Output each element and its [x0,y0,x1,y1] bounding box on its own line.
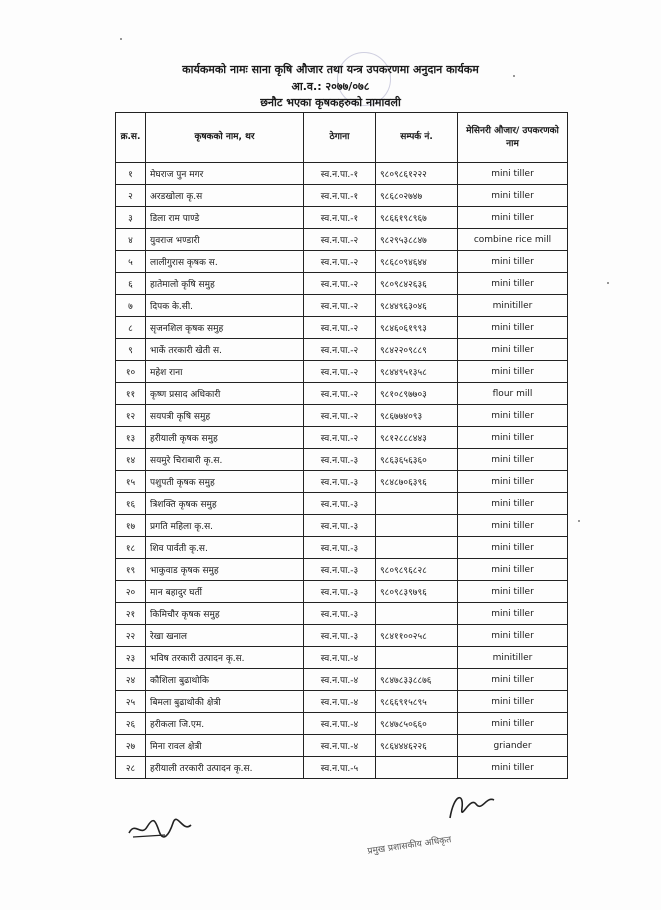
cell-serial: १३ [116,427,146,449]
cell-name: सृजनशिल कृषक समुह [146,317,304,339]
cell-equipment: mini tiller [458,471,568,493]
cell-name: सयमुरे चिराबारी कृ.स. [146,449,304,471]
signature-right [440,788,500,828]
cell-address: स्व.न.पा.-२ [304,317,376,339]
cell-name: भार्के तरकारी खेती स. [146,339,304,361]
cell-address: स्व.न.पा.-२ [304,295,376,317]
cell-name: मान बहादुर घर्ती [146,581,304,603]
cell-serial: ३ [116,207,146,229]
cell-equipment: flour mill [458,383,568,405]
cell-name: दिपक के.सी. [146,295,304,317]
officer-stamp-text: प्रमुख प्रशासकीय अधिकृत [366,835,452,857]
cell-name: मेघराज पुन मगर [146,163,304,185]
cell-equipment: mini tiller [458,581,568,603]
program-title: कार्यकमको नामः साना कृषि औजार तथा यन्त्र उपकरणमा अनुदान कार्यकम [182,63,479,76]
cell-serial: १२ [116,405,146,427]
table-row [116,251,568,273]
cell-equipment: mini tiller [458,207,568,229]
table-row [116,339,568,361]
table-row [116,427,568,449]
cell-serial: २४ [116,669,146,691]
cell-equipment: mini tiller [458,669,568,691]
cell-name: कृष्ण प्रसाद अधिकारी [146,383,304,405]
cell-name: मिना रावल क्षेत्री [146,735,304,757]
cell-address: स्व.न.पा.-३ [304,603,376,625]
cell-serial: २२ [116,625,146,647]
cell-phone: ९८४२२०९८८९ [376,339,458,361]
cell-phone: ९८६६९१५८९५ [376,691,458,713]
fiscal-year: आ.व.: २०७७/०७८ [291,80,370,93]
scan-speck [120,38,122,40]
cell-name: प्रगति महिला कृ.स. [146,515,304,537]
cell-phone [376,537,458,559]
cell-address: स्व.न.पा.-३ [304,515,376,537]
cell-name: त्रिशक्ति कृषक समुह [146,493,304,515]
cell-address: स्व.न.पा.-३ [304,537,376,559]
scan-speck [607,282,609,284]
cell-name: युवराज भण्डारी [146,229,304,251]
table-row [116,471,568,493]
cell-name: महेश राना [146,361,304,383]
cell-equipment: minitiller [458,295,568,317]
cell-name: रेखा खनाल [146,625,304,647]
cell-address: स्व.न.पा.-३ [304,471,376,493]
cell-equipment: mini tiller [458,757,568,779]
table-row [116,207,568,229]
signature-left [125,815,195,843]
cell-phone: ९८४६०६१९९३ [376,317,458,339]
cell-serial: २५ [116,691,146,713]
table-row [116,449,568,471]
cell-address: स्व.न.पा.-३ [304,625,376,647]
cell-name: हरीयाली तरकारी उत्पादन कृ.स. [146,757,304,779]
cell-equipment: mini tiller [458,405,568,427]
farmer-list-table [115,112,568,779]
cell-name: भाकुवाड कृषक समुह [146,559,304,581]
cell-address: स्व.न.पा.-५ [304,757,376,779]
cell-equipment: mini tiller [458,273,568,295]
table-row [116,229,568,251]
cell-address: स्व.न.पा.-४ [304,691,376,713]
cell-serial: ५ [116,251,146,273]
table-body [116,163,568,779]
cell-serial: १७ [116,515,146,537]
table-row [116,405,568,427]
cell-phone: ९८६७७४०९३ [376,405,458,427]
cell-phone: ९८०९८६१२२२ [376,163,458,185]
cell-serial: १८ [116,537,146,559]
cell-equipment: mini tiller [458,691,568,713]
cell-name: कौशिला बुढाथोकि [146,669,304,691]
cell-name: हातेमालो कृषि समुह [146,273,304,295]
cell-equipment: mini tiller [458,493,568,515]
cell-name: सयपत्री कृषि समुह [146,405,304,427]
table-row [116,559,568,581]
table-row [116,361,568,383]
cell-address: स्व.न.पा.-२ [304,383,376,405]
cell-phone: ९८४४९६३०४६ [376,295,458,317]
cell-address: स्व.न.पा.-४ [304,669,376,691]
cell-phone [376,603,458,625]
cell-serial: २७ [116,735,146,757]
cell-address: स्व.न.पा.-३ [304,449,376,471]
cell-name: डिला राम पाण्डे [146,207,304,229]
cell-address: स्व.न.पा.-२ [304,251,376,273]
table-row [116,603,568,625]
table-row [116,625,568,647]
table-row [116,493,568,515]
table-row [116,163,568,185]
cell-equipment: mini tiller [458,185,568,207]
cell-address: स्व.न.पा.-१ [304,185,376,207]
table-row [116,713,568,735]
cell-phone [376,493,458,515]
cell-name: शिव पार्वती कृ.स. [146,537,304,559]
table-row [116,295,568,317]
cell-name: बिमला बुढाथोकी क्षेत्री [146,691,304,713]
cell-serial: २८ [116,757,146,779]
cell-serial: १९ [116,559,146,581]
cell-phone [376,757,458,779]
table-row [116,383,568,405]
cell-phone: ९८४७८३३८८७६ [376,669,458,691]
cell-phone: ९८६६१९८९६७ [376,207,458,229]
cell-equipment: mini tiller [458,449,568,471]
cell-address: स्व.न.पा.-४ [304,647,376,669]
cell-phone: ९८६८०२७४७ [376,185,458,207]
cell-serial: १५ [116,471,146,493]
cell-equipment: griander [458,735,568,757]
cell-address: स्व.न.पा.-२ [304,339,376,361]
table-row [116,185,568,207]
cell-serial: १० [116,361,146,383]
cell-serial: ८ [116,317,146,339]
cell-equipment: mini tiller [458,559,568,581]
cell-address: स्व.न.पा.-३ [304,581,376,603]
cell-serial: १४ [116,449,146,471]
table-row [116,515,568,537]
header-phone: सम्पर्क नं. [376,113,458,163]
header-serial: क्र.स. [116,113,146,163]
cell-address: स्व.न.पा.-४ [304,735,376,757]
cell-equipment: mini tiller [458,251,568,273]
cell-phone [376,647,458,669]
list-title: छनौट भएका कृषकहरुको नामावली [260,96,401,109]
cell-equipment: mini tiller [458,427,568,449]
table-row [116,647,568,669]
cell-address: स्व.न.पा.-३ [304,559,376,581]
table-row [116,273,568,295]
cell-serial: ९ [116,339,146,361]
table-row [116,669,568,691]
cell-address: स्व.न.पा.-२ [304,229,376,251]
cell-equipment: mini tiller [458,603,568,625]
cell-phone [376,515,458,537]
cell-serial: १ [116,163,146,185]
cell-address: स्व.न.पा.-१ [304,163,376,185]
cell-equipment: mini tiller [458,713,568,735]
cell-serial: २ [116,185,146,207]
cell-equipment: mini tiller [458,625,568,647]
cell-serial: १६ [116,493,146,515]
cell-phone: ९८६४४४६२२६ [376,735,458,757]
cell-address: स्व.न.पा.-३ [304,493,376,515]
cell-phone: ९८१२८८८४४३ [376,427,458,449]
cell-name: अरडखोला कृ.स [146,185,304,207]
table-row [116,735,568,757]
header-equipment: मेसिनरी औजार/ उपकरणको नाम [458,113,568,163]
cell-equipment: mini tiller [458,361,568,383]
table-row [116,691,568,713]
table-row [116,581,568,603]
cell-equipment: mini tiller [458,339,568,361]
cell-phone: ९८२९५३८८४७ [376,229,458,251]
table-header-row [116,113,568,163]
cell-phone: ९८०९८३९७९६ [376,581,458,603]
cell-phone: ९८४८७०६३९६ [376,471,458,493]
cell-equipment: combine rice mill [458,229,568,251]
table-row [116,537,568,559]
scan-speck [578,520,580,522]
cell-serial: ७ [116,295,146,317]
cell-phone: ९८६३६५६३६० [376,449,458,471]
cell-equipment: mini tiller [458,163,568,185]
cell-serial: २६ [116,713,146,735]
cell-serial: ४ [116,229,146,251]
table-row [116,757,568,779]
header-address: ठेगाना [304,113,376,163]
cell-name: हरीकला जि.एम. [146,713,304,735]
header-name: कृषकको नाम, थर [146,113,304,163]
cell-serial: २० [116,581,146,603]
cell-address: स्व.न.पा.-१ [304,207,376,229]
cell-phone: ९८४४९५१३५८ [376,361,458,383]
cell-serial: ११ [116,383,146,405]
cell-address: स्व.न.पा.-२ [304,405,376,427]
cell-address: स्व.न.पा.-२ [304,273,376,295]
cell-address: स्व.न.पा.-४ [304,713,376,735]
cell-phone: ९८४११००२५८ [376,625,458,647]
cell-phone: ९८१०८९७७०३ [376,383,458,405]
cell-phone: ९८०९८४२६३६ [376,273,458,295]
cell-name: लालीगुरास कृषक स. [146,251,304,273]
cell-phone: ९८४७८५०६६० [376,713,458,735]
cell-name: किमिचौर कृषक समुह [146,603,304,625]
cell-address: स्व.न.पा.-२ [304,361,376,383]
cell-phone: ९८६८०९४६४४ [376,251,458,273]
cell-serial: २३ [116,647,146,669]
cell-name: पशुपती कृषक समुह [146,471,304,493]
cell-serial: ६ [116,273,146,295]
cell-equipment: mini tiller [458,317,568,339]
cell-equipment: mini tiller [458,515,568,537]
table-row [116,317,568,339]
cell-name: भविष तरकारी उत्पादन कृ.स. [146,647,304,669]
cell-address: स्व.न.पा.-२ [304,427,376,449]
cell-equipment: mini tiller [458,537,568,559]
cell-name: हरीयाली कृषक समुह [146,427,304,449]
cell-phone: ९८०९८९६८२८ [376,559,458,581]
cell-equipment: minitiller [458,647,568,669]
cell-serial: २१ [116,603,146,625]
